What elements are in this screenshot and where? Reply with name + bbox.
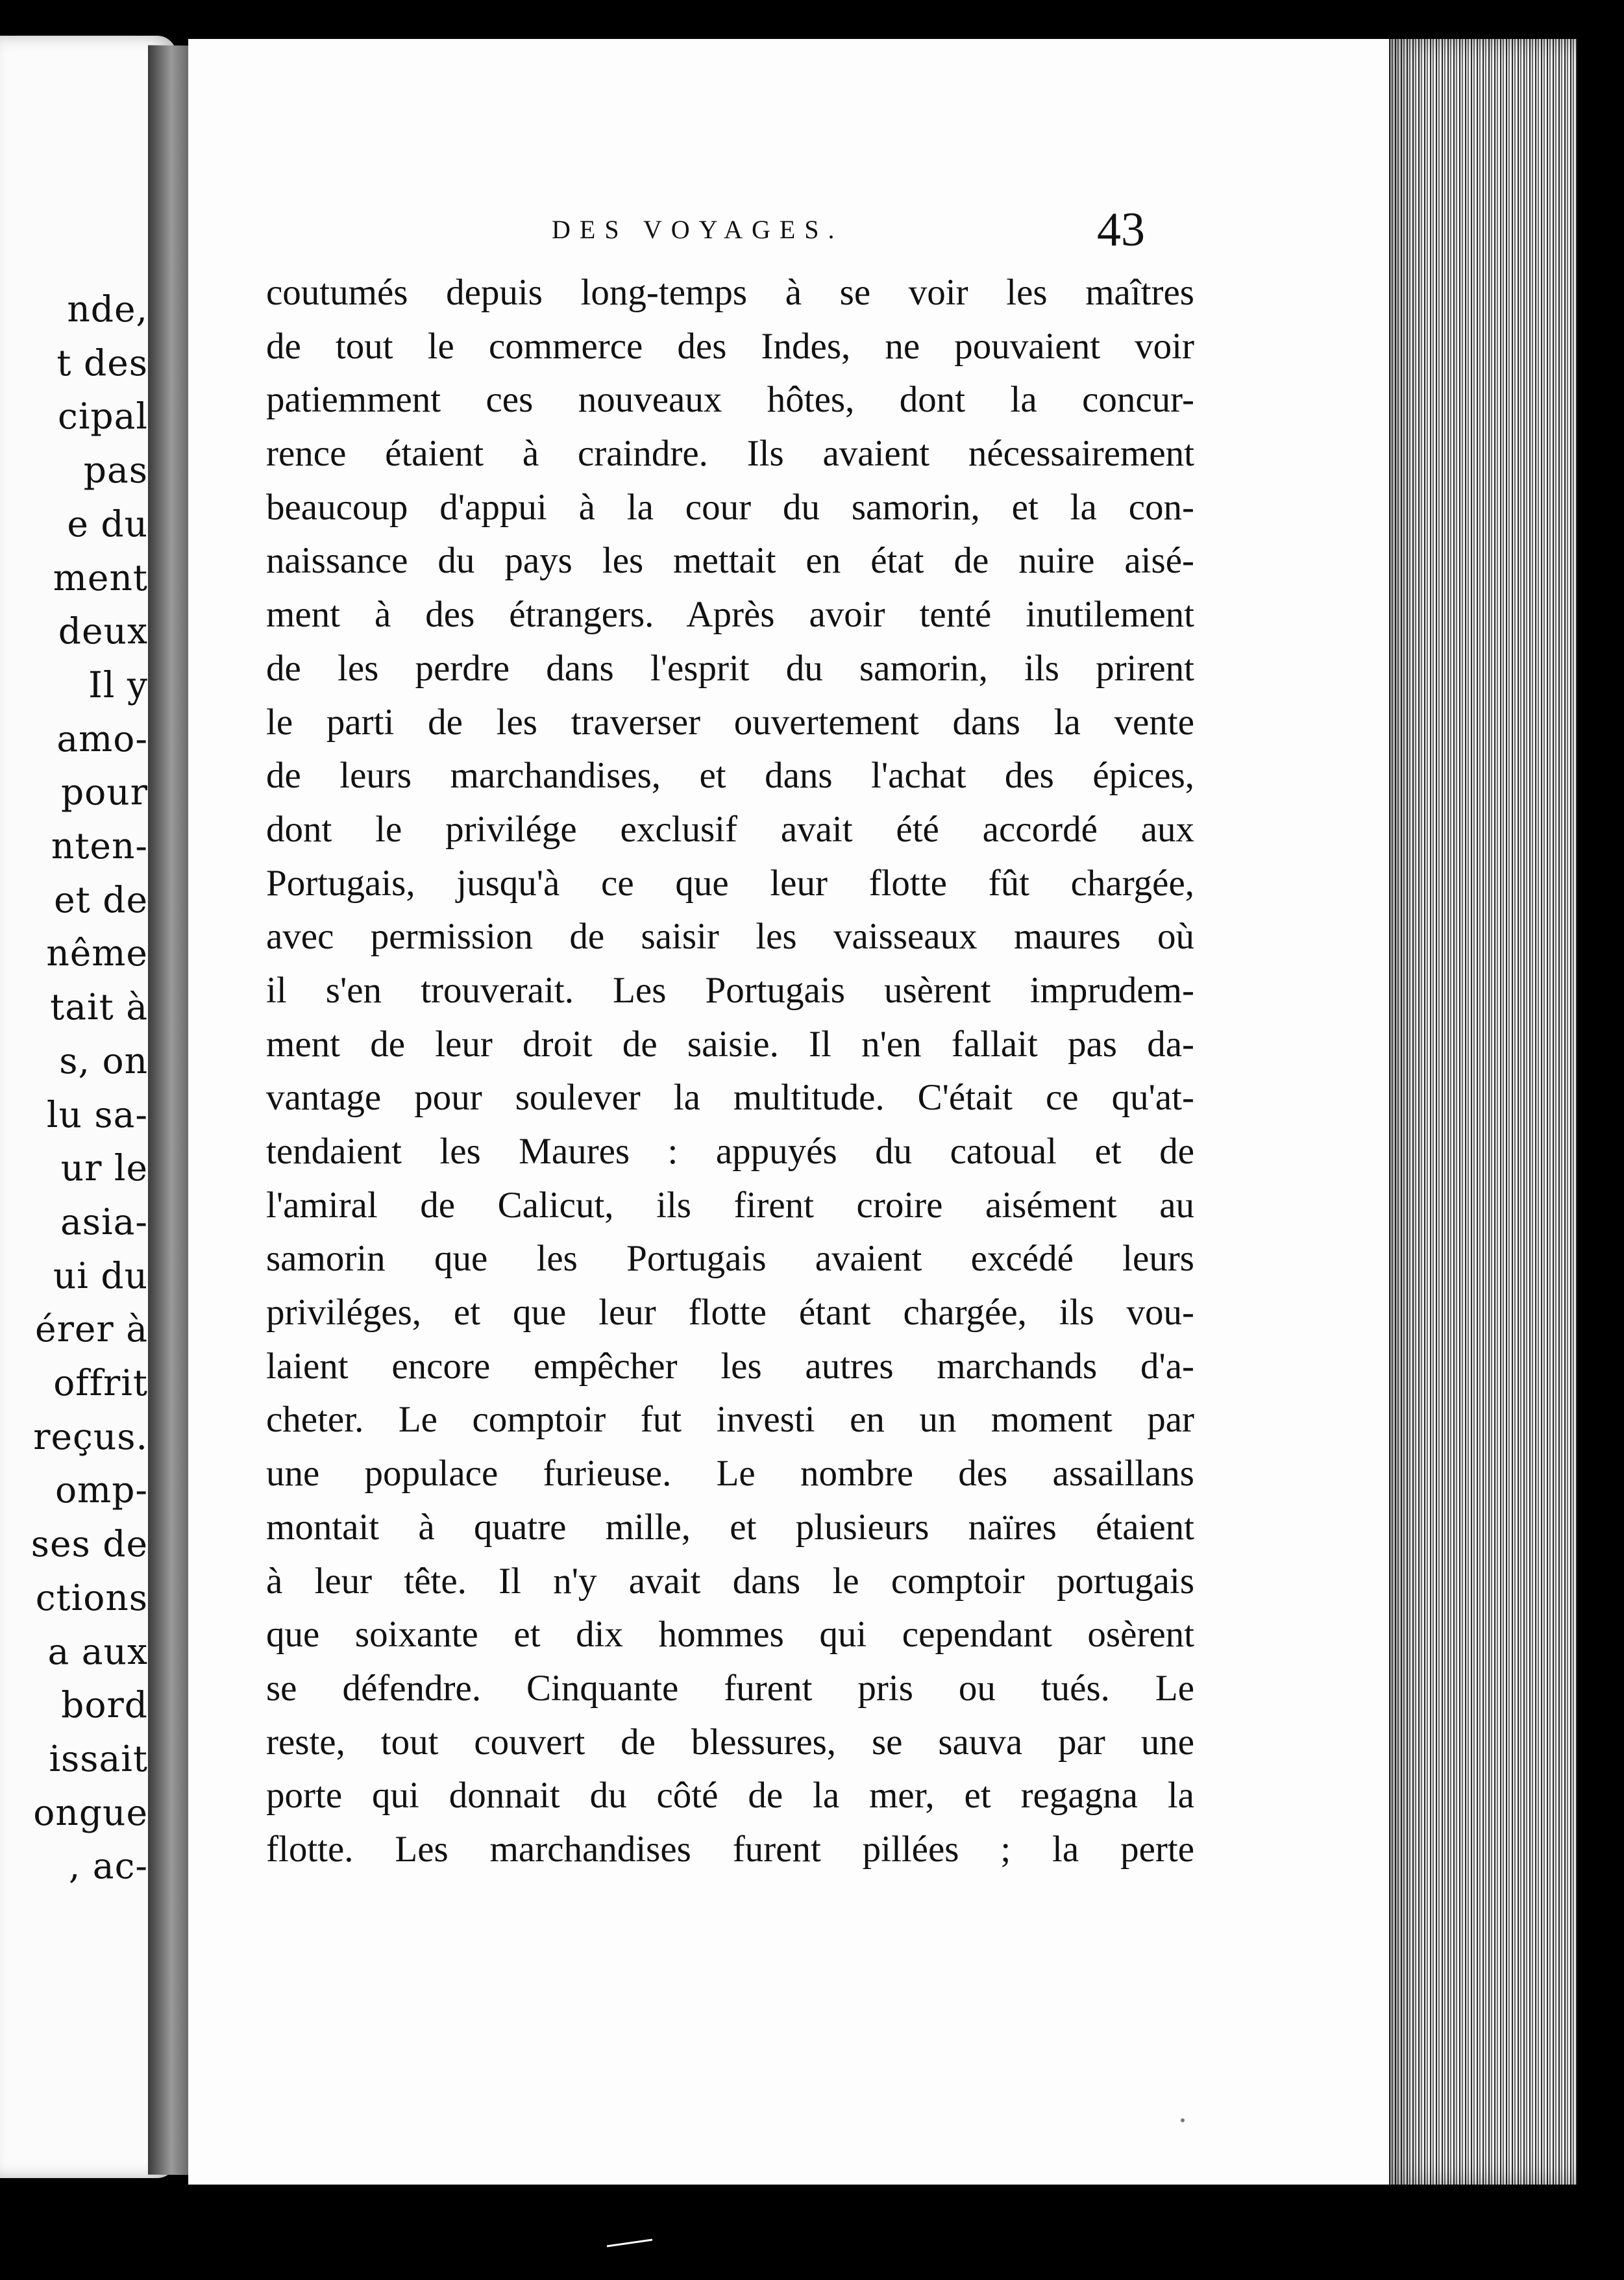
text-line: naissance du pays les mettait en état de nuire aisé- xyxy=(266,540,1194,582)
left-page-line-end: deux xyxy=(58,610,148,652)
text-line: samorin que les Portugais avaient excédé leurs xyxy=(266,1238,1194,1280)
left-page-line-end: reçus. xyxy=(33,1415,148,1457)
text-line: patiemment ces nouveaux hôtes, dont la concur- xyxy=(266,379,1194,421)
text-line: de leurs marchandises, et dans l'achat des épices, xyxy=(266,755,1194,797)
text-line: montait à quatre mille, et plusieurs naïres étaient xyxy=(266,1506,1194,1548)
left-page-line-end: érer à xyxy=(35,1308,148,1350)
page-number: 43 xyxy=(1097,203,1145,256)
text-line: il s'en trouverait. Les Portugais usèrent imprudem- xyxy=(266,969,1194,1011)
left-page-line-end: issait xyxy=(49,1737,148,1779)
text-line: rence étaient à craindre. Ils avaient nécessairement xyxy=(266,433,1194,475)
text-line: de tout le commerce des Indes, ne pouvaient voir xyxy=(266,325,1194,367)
left-page-line-end: ongue xyxy=(33,1791,148,1833)
left-page-line-end: ui du xyxy=(53,1254,148,1296)
text-line: vantage pour soulever la multitude. C'était ce qu'at- xyxy=(266,1077,1194,1119)
left-page-line-end: pour xyxy=(60,771,148,813)
left-page-line-end: s, on xyxy=(59,1039,148,1082)
left-page-line-end: nême xyxy=(46,932,148,974)
text-line: avec permission de saisir les vaisseaux maures où xyxy=(266,916,1194,958)
text-line: reste, tout couvert de blessures, se sauva par une xyxy=(266,1721,1194,1763)
left-page-line-end: tait à xyxy=(50,986,148,1028)
left-page-line-end: t des xyxy=(56,341,148,384)
text-line: beaucoup d'appui à la cour du samorin, et la con- xyxy=(266,486,1194,528)
text-line: cheter. Le comptoir fut investi en un moment par xyxy=(266,1399,1194,1441)
left-page-line-end: a aux xyxy=(47,1630,148,1672)
text-line: de les perdre dans l'esprit du samorin, ils prirent xyxy=(266,647,1194,689)
left-page-line-end: ur le xyxy=(60,1147,148,1189)
left-page-line-end: pas xyxy=(83,449,148,491)
text-line: à leur tête. Il n'y avait dans le comptoir portugais xyxy=(266,1560,1194,1602)
text-line: flotte. Les marchandises furent pillées ; la perte xyxy=(266,1828,1194,1870)
text-line: laient encore empêcher les autres marchands d'a- xyxy=(266,1345,1194,1387)
text-line: se défendre. Cinquante furent pris ou tués. Le xyxy=(266,1667,1194,1709)
text-line: le parti de les traverser ouvertement dans la vente xyxy=(266,701,1194,743)
text-line: coutumés depuis long-temps à se voir les maîtres xyxy=(266,272,1194,313)
text-line: Portugais, jusqu'à ce que leur flotte fût chargée, xyxy=(266,862,1194,904)
text-line: porte qui donnait du côté de la mer, et regagna la xyxy=(266,1775,1194,1816)
left-page-line-end: offrit xyxy=(53,1362,148,1404)
left-page-line-end: Il y xyxy=(88,663,148,706)
left-page-line-end: lu sa- xyxy=(46,1093,148,1135)
left-page-line-end: amo- xyxy=(56,717,148,760)
text-line: priviléges, et que leur flotte étant chargée, ils vou- xyxy=(266,1292,1194,1333)
text-line: ment à des étrangers. Après avoir tenté inutilement xyxy=(266,594,1194,636)
left-page-line-end: cipal xyxy=(58,395,148,438)
left-page-line-end: omp- xyxy=(55,1469,148,1511)
text-line: ment de leur droit de saisie. Il n'en fallait pas da- xyxy=(266,1023,1194,1065)
text-line: tendaient les Maures : appuyés du catoual et de xyxy=(266,1131,1194,1172)
text-line: dont le privilége exclusif avait été accordé aux xyxy=(266,808,1194,850)
left-page-line-end: nde, xyxy=(67,288,148,330)
text-line: l'amiral de Calicut, ils firent croire aisément au xyxy=(266,1184,1194,1226)
text-line: une populace furieuse. Le nombre des assaillans xyxy=(266,1453,1194,1494)
left-page-line-end: ses de xyxy=(31,1523,148,1565)
left-page-line-end: nten- xyxy=(51,825,148,867)
left-page-line-end: asia- xyxy=(60,1200,148,1243)
left-page-line-end: et de xyxy=(54,878,148,921)
left-page-line-end: ctions xyxy=(35,1576,148,1618)
running-title: DES VOYAGES. xyxy=(552,215,844,244)
left-page-line-end: e du xyxy=(67,502,148,545)
left-page-line-end: , ac- xyxy=(68,1845,148,1887)
left-page-line-end: ment xyxy=(53,556,148,599)
left-page-line-end: bord xyxy=(61,1684,148,1726)
text-line: que soixante et dix hommes qui cependant osèrent xyxy=(266,1614,1194,1655)
